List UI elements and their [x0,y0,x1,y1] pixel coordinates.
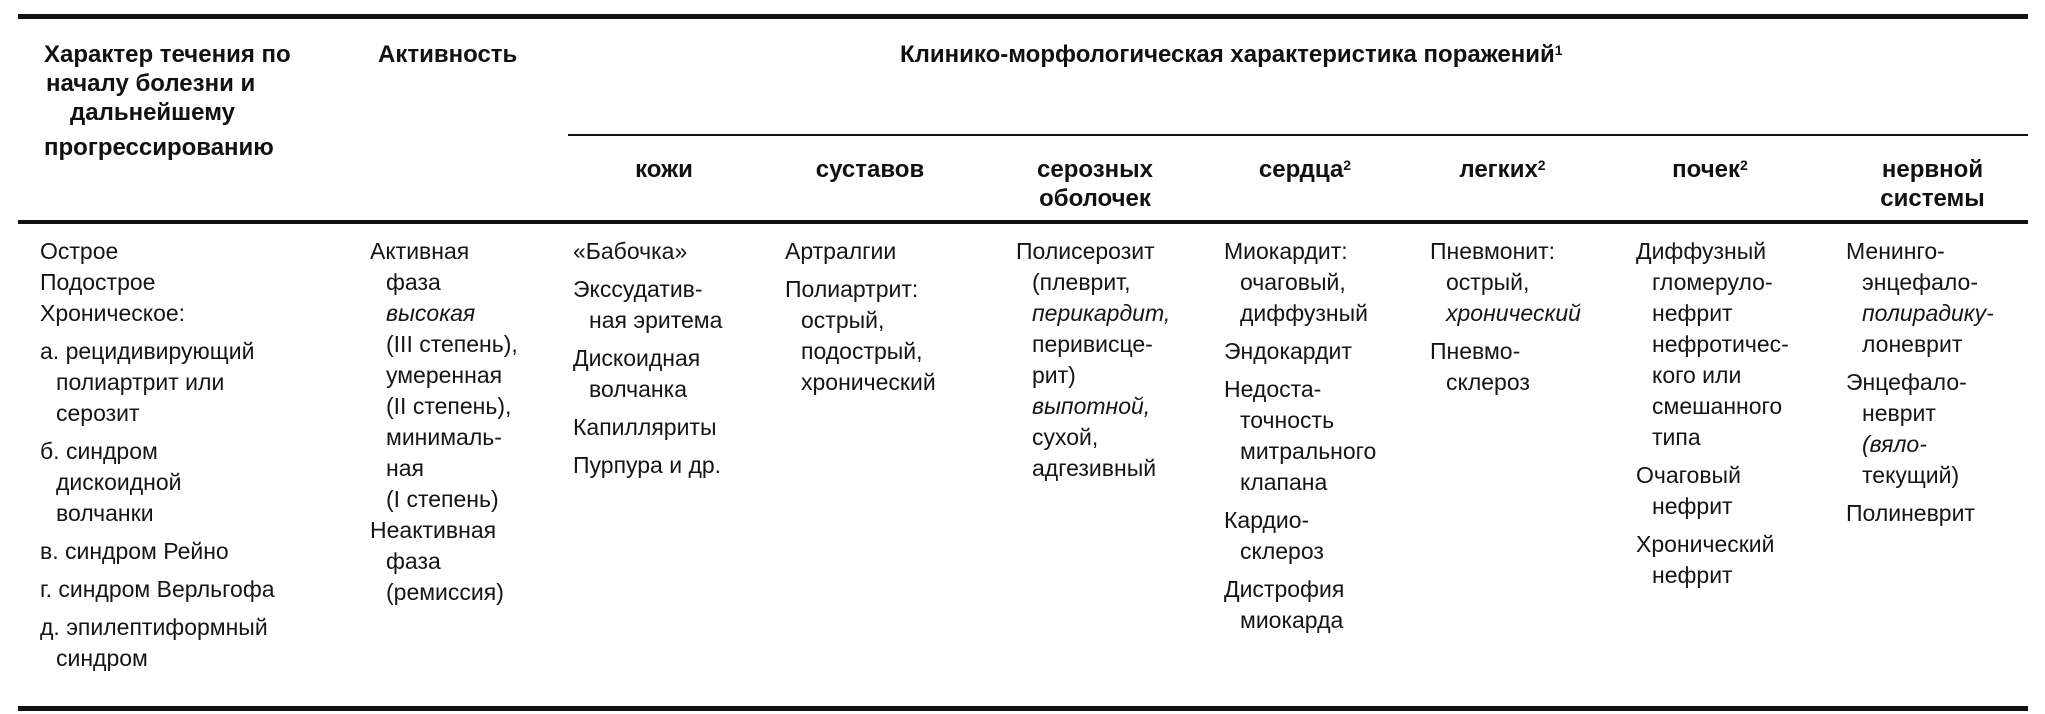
header-clinical-text: Клинико-морфологическая характеристика поражений [900,41,1555,68]
list-item: текущий) [1862,462,1960,488]
header-course-line: Характер течения по [44,41,291,68]
list-item: Экссудатив- [573,276,703,302]
subheader-skin: кожи [635,156,693,183]
list-item: острый, [801,307,885,333]
list-item: диффузный [1240,300,1368,326]
list-item: высокая [386,300,476,326]
list-item: рит) [1032,362,1076,388]
list-item: адгезивный [1032,455,1157,481]
list-item: «Бабочка» [573,238,688,264]
list-item: очаговый, [1240,269,1346,295]
list-item: ная эритема [589,307,723,333]
subheader-nervous [1840,155,2025,213]
list-item: митрального [1240,438,1377,464]
list-item: Менинго- [1846,238,1945,264]
subheader-serous-line: серозных [1037,156,1153,183]
list-item: перикардит, [1032,300,1171,326]
subheader-kidneys-footnote: 2 [1740,157,1748,173]
list-item: склероз [1240,538,1324,564]
serous-column [1016,236,1170,484]
list-item: полирадику- [1862,300,1994,326]
list-item: острый, [1446,269,1530,295]
list-item: серозит [56,400,140,426]
subheader-rule [568,134,2028,136]
list-item: Кардио- [1224,507,1310,533]
list-item: волчанки [56,500,154,526]
list-item: склероз [1446,369,1530,395]
list-item: Эндокардит [1224,338,1352,364]
list-item: Полиартрит: [785,276,919,302]
header-course [44,40,291,162]
list-item: Острое [40,238,119,264]
subheader-serous [1000,155,1190,213]
list-item: полиартрит или [56,369,225,395]
list-item: (II степень), [386,393,512,419]
course-column [40,236,275,674]
list-item: волчанка [589,376,687,402]
list-item: хронический [801,369,936,395]
subheader-heart [1210,155,1400,184]
list-item: гломеруло- [1652,269,1773,295]
list-item: Капилляриты [573,414,717,440]
list-item: энцефало- [1862,269,1978,295]
list-item: (вяло- [1862,431,1927,457]
header-bottom-rule [18,220,2028,224]
header-course-line: дальнейшему [70,99,235,126]
subheader-kidneys-text: почек [1672,156,1741,183]
list-item: точность [1240,407,1335,433]
list-item: выпотной, [1032,393,1151,419]
table-top-rule [18,14,2028,19]
list-item: б. синдром [40,438,158,464]
subheader-nervous-line: системы [1880,185,1985,212]
list-item: г. синдром Верльгофа [40,576,275,602]
subheader-heart-footnote: 2 [1343,157,1352,173]
list-item: умеренная [386,362,503,388]
heart-column [1224,236,1376,636]
subheader-lungs-footnote: 2 [1537,157,1546,173]
list-item: Полисерозит [1016,238,1155,264]
list-item: Диффузный [1636,238,1767,264]
subheader-heart-text: сердца [1258,156,1344,183]
list-item: нефрит [1652,493,1733,519]
list-item: минималь- [386,424,502,450]
kidneys-column [1636,236,1789,591]
list-item: нефрит [1652,562,1733,588]
header-course-line: началу болезни и [46,70,256,97]
subheader-lungs [1415,155,1590,184]
list-item: а. рецидивирующий [40,338,255,364]
subheader-nervous-line: нервной [1881,156,1984,183]
subheader-lungs-text: легких [1459,156,1538,183]
lungs-column [1430,236,1581,398]
list-item: Пневмо- [1430,338,1521,364]
list-item: Хроническое: [40,300,186,326]
list-item: сухой, [1032,424,1099,450]
list-item: синдром [56,645,148,671]
list-item: фаза [386,269,441,295]
header-clinical-footnote: 1 [1554,42,1563,58]
list-item: Недоста- [1224,376,1322,402]
header-clinical [900,40,1563,69]
list-item: дискоидной [56,469,182,495]
list-item: перивисце- [1032,331,1153,357]
list-item: Пурпура и др. [573,452,722,478]
header-course-line: прогрессированию [44,134,274,161]
list-item: хронический [1446,300,1581,326]
list-item: Подострое [40,269,156,295]
header-activity: Активность [378,41,518,68]
list-item: кого или [1652,362,1742,388]
list-item: Пневмонит: [1430,238,1556,264]
activity-column [370,236,518,608]
list-item: Неактивная [370,517,497,543]
subheader-kidneys [1615,155,1805,184]
skin-column [573,236,722,481]
list-item: Хронический [1636,531,1775,557]
list-item: (ремиссия) [386,579,504,605]
list-item: миокарда [1240,607,1344,633]
list-item: Артралгии [785,238,897,264]
list-item: (I степень) [386,486,499,512]
list-item: (плеврит, [1032,269,1131,295]
list-item: д. эпилептиформный [40,614,268,640]
joints-column [785,236,936,398]
list-item: Дискоидная [573,345,701,371]
list-item: Очаговый [1636,462,1741,488]
list-item: Дистрофия [1224,576,1345,602]
subheader-joints: суставов [815,156,925,183]
list-item: смешанного [1652,393,1783,419]
list-item: Активная [370,238,470,264]
list-item: подострый, [801,338,923,364]
subheader-serous-line: оболочек [1039,185,1151,212]
list-item: нефротичес- [1652,331,1789,357]
list-item: Полиневрит [1846,500,1975,526]
list-item: Энцефало- [1846,369,1967,395]
list-item: (III степень), [386,331,518,357]
nervous-column [1846,236,1994,529]
list-item: фаза [386,548,441,574]
list-item: в. синдром Рейно [40,538,229,564]
list-item: Миокардит: [1224,238,1348,264]
list-item: типа [1652,424,1701,450]
table-bottom-rule [18,706,2028,711]
list-item: нефрит [1652,300,1733,326]
list-item: ная [386,455,424,481]
list-item: клапана [1240,469,1328,495]
list-item: неврит [1862,400,1936,426]
list-item: лоневрит [1862,331,1963,357]
